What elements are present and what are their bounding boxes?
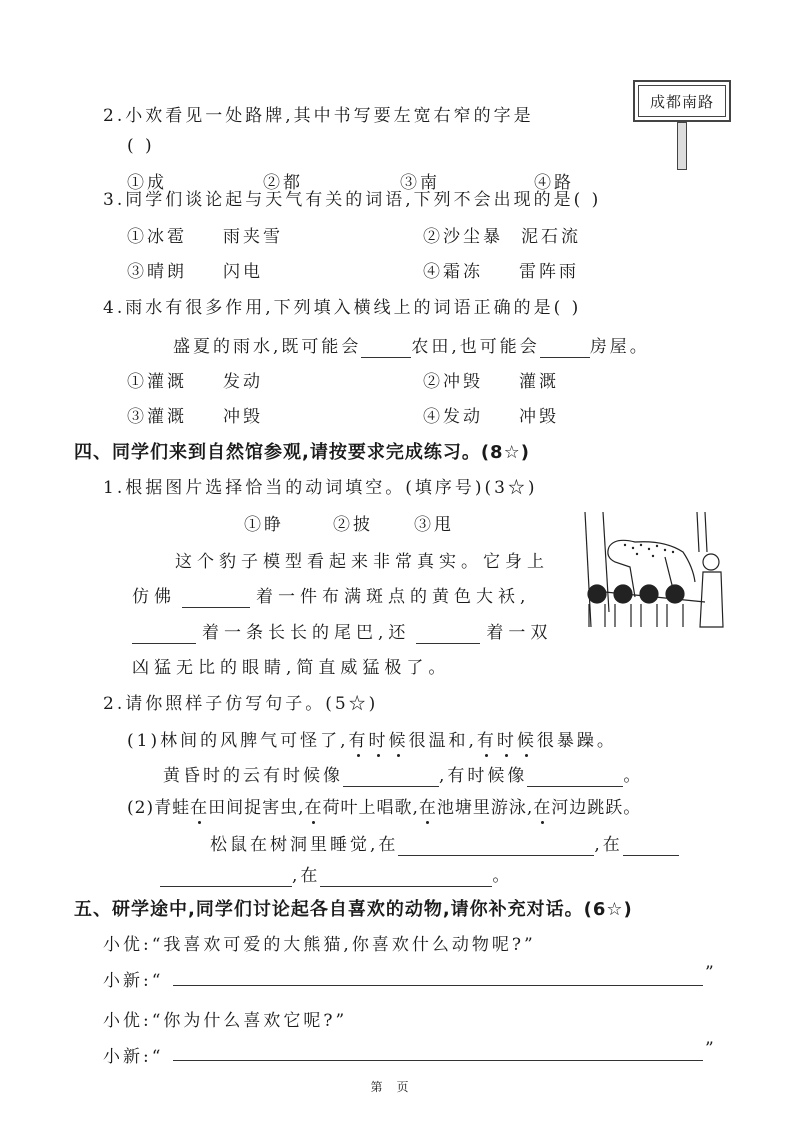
s4-q1-passage-line1: 这个豹子模型看起来非常真实。它身上 bbox=[175, 552, 549, 572]
speech: “我喜欢可爱的大熊猫,你喜欢什么动物呢?” bbox=[151, 935, 536, 955]
dialogue-answer-line-2[interactable] bbox=[173, 1060, 703, 1061]
q3-stem: 3.同学们谈论起与天气有关的词语,下列不会出现的是( ) bbox=[103, 190, 602, 210]
s4-q1-blank-2[interactable] bbox=[132, 625, 196, 644]
q4-option-2[interactable]: ②冲毁 灌溉 bbox=[423, 372, 559, 392]
page-number-label: 第页 bbox=[370, 1080, 423, 1094]
q2-text: 小欢看见一处路牌,其中书写要左宽右窄的字是 bbox=[125, 106, 534, 126]
speaker: 小优: bbox=[103, 1011, 152, 1031]
section5-title: 五、研学途中,同学们讨论起各自喜欢的动物,请你补充对话。(6☆) bbox=[74, 899, 633, 920]
section4-title: 四、同学们来到自然馆参观,请按要求完成练习。(8☆) bbox=[74, 442, 530, 463]
s4-q1-blank-3[interactable] bbox=[416, 625, 480, 644]
s4-q1-passage-line3: 着一条长长的尾巴,还 着一双 bbox=[132, 622, 552, 644]
q2-option-1[interactable]: ①成 bbox=[127, 173, 167, 193]
q2-option-2[interactable]: ②都 bbox=[263, 173, 303, 193]
q2-stem bbox=[103, 105, 534, 127]
s4-q2-sub2-prompt-line1: 松鼠在树洞里睡觉,在 ,在 bbox=[210, 834, 679, 856]
s4-q1-passage-line4: 凶猛无比的眼睛,简直威猛极了。 bbox=[132, 658, 451, 678]
s4-q1-option-1[interactable]: ①睁 bbox=[244, 515, 284, 535]
speaker: 小优: bbox=[103, 935, 152, 955]
s4-q1-blank-1[interactable] bbox=[182, 589, 250, 608]
s4-q2-sub1-blank-2[interactable] bbox=[527, 768, 623, 787]
q4-option-4[interactable]: ④发动 冲毁 bbox=[423, 407, 559, 427]
close-quote-1: ” bbox=[705, 963, 717, 983]
s4-q2-sub2-prompt-line2: ,在 。 bbox=[160, 865, 512, 887]
dialogue-line-2 bbox=[103, 970, 163, 992]
s4-q1-passage-line2: 仿佛 着一件布满斑点的黄色大袄, bbox=[132, 587, 531, 607]
close-quote-2: ” bbox=[705, 1039, 717, 1059]
q4-blank-1[interactable] bbox=[361, 339, 411, 358]
s4-q2-sub1-blank-1[interactable] bbox=[343, 768, 439, 787]
q3-option-2[interactable]: ②沙尘暴 泥石流 bbox=[423, 227, 581, 247]
q4-option-3[interactable]: ③灌溉 冲毁 bbox=[127, 407, 263, 427]
s4-q1-option-2[interactable]: ②披 bbox=[333, 515, 373, 535]
leopard-model-illustration bbox=[575, 512, 735, 632]
q3-option-3[interactable]: ③晴朗 闪电 bbox=[127, 262, 263, 282]
s4-q2-sub2-example: (2)青蛙在田间捉害虫,在荷叶上唱歌,在池塘里游泳,在河边跳跃。 bbox=[127, 798, 642, 818]
q4-blank-2[interactable] bbox=[540, 339, 590, 358]
s4-q2-sub2-blank-2b[interactable] bbox=[160, 868, 292, 887]
q3-option-1[interactable]: ①冰雹 雨夹雪 bbox=[127, 227, 283, 247]
road-sign-illustration bbox=[633, 80, 731, 122]
s4-q2-sub2-blank-2a[interactable] bbox=[623, 837, 679, 856]
q2-number: 2. bbox=[103, 106, 126, 126]
s4-q2-sub2-blank-3[interactable] bbox=[320, 868, 492, 887]
q3-option-4[interactable]: ④霜冻 雷阵雨 bbox=[423, 262, 579, 282]
dialogue-line-4 bbox=[103, 1046, 163, 1068]
dialogue-line-1 bbox=[103, 934, 536, 956]
dialogue-answer-line-1[interactable] bbox=[173, 985, 703, 986]
q4-sentence: 盛夏的雨水,既可能会 农田,也可能会 房屋。 bbox=[173, 337, 650, 357]
s4-q2-sub1-prompt: 黄昏时的云有时候像 ,有时候像 。 bbox=[163, 766, 644, 786]
emphasis-dots-1: 有时候 bbox=[348, 731, 409, 751]
road-sign-text: 成都南路 bbox=[638, 85, 726, 117]
road-sign-post bbox=[677, 122, 687, 170]
q2-option-4[interactable]: ④路 bbox=[534, 173, 574, 193]
q2-option-3[interactable]: ③南 bbox=[400, 173, 440, 193]
q2-answer-paren[interactable]: ( ) bbox=[127, 136, 155, 156]
open-quote: “ bbox=[151, 971, 164, 991]
s4-q2-sub1-example: (1)林间的风脾气可怪了,有时候很温和,有时候很暴躁。 bbox=[127, 731, 617, 751]
speaker: 小新: bbox=[103, 1047, 152, 1067]
speech: “你为什么喜欢它呢?” bbox=[151, 1011, 348, 1031]
speaker: 小新: bbox=[103, 971, 152, 991]
emphasis-dots-2: 有时候 bbox=[476, 731, 537, 751]
q4-option-1[interactable]: ①灌溉 发动 bbox=[127, 372, 263, 392]
open-quote: “ bbox=[151, 1047, 164, 1067]
s4-q2-stem: 2.请你照样子仿写句子。(5☆) bbox=[103, 694, 379, 714]
s4-q2-sub2-blank-1[interactable] bbox=[398, 837, 594, 856]
s4-q1-stem: 1.根据图片选择恰当的动词填空。(填序号)(3☆) bbox=[103, 478, 538, 498]
s4-q1-option-3[interactable]: ③甩 bbox=[414, 515, 454, 535]
q4-stem: 4.雨水有很多作用,下列填入横线上的词语正确的是( ) bbox=[103, 298, 582, 318]
dialogue-line-3 bbox=[103, 1010, 347, 1032]
